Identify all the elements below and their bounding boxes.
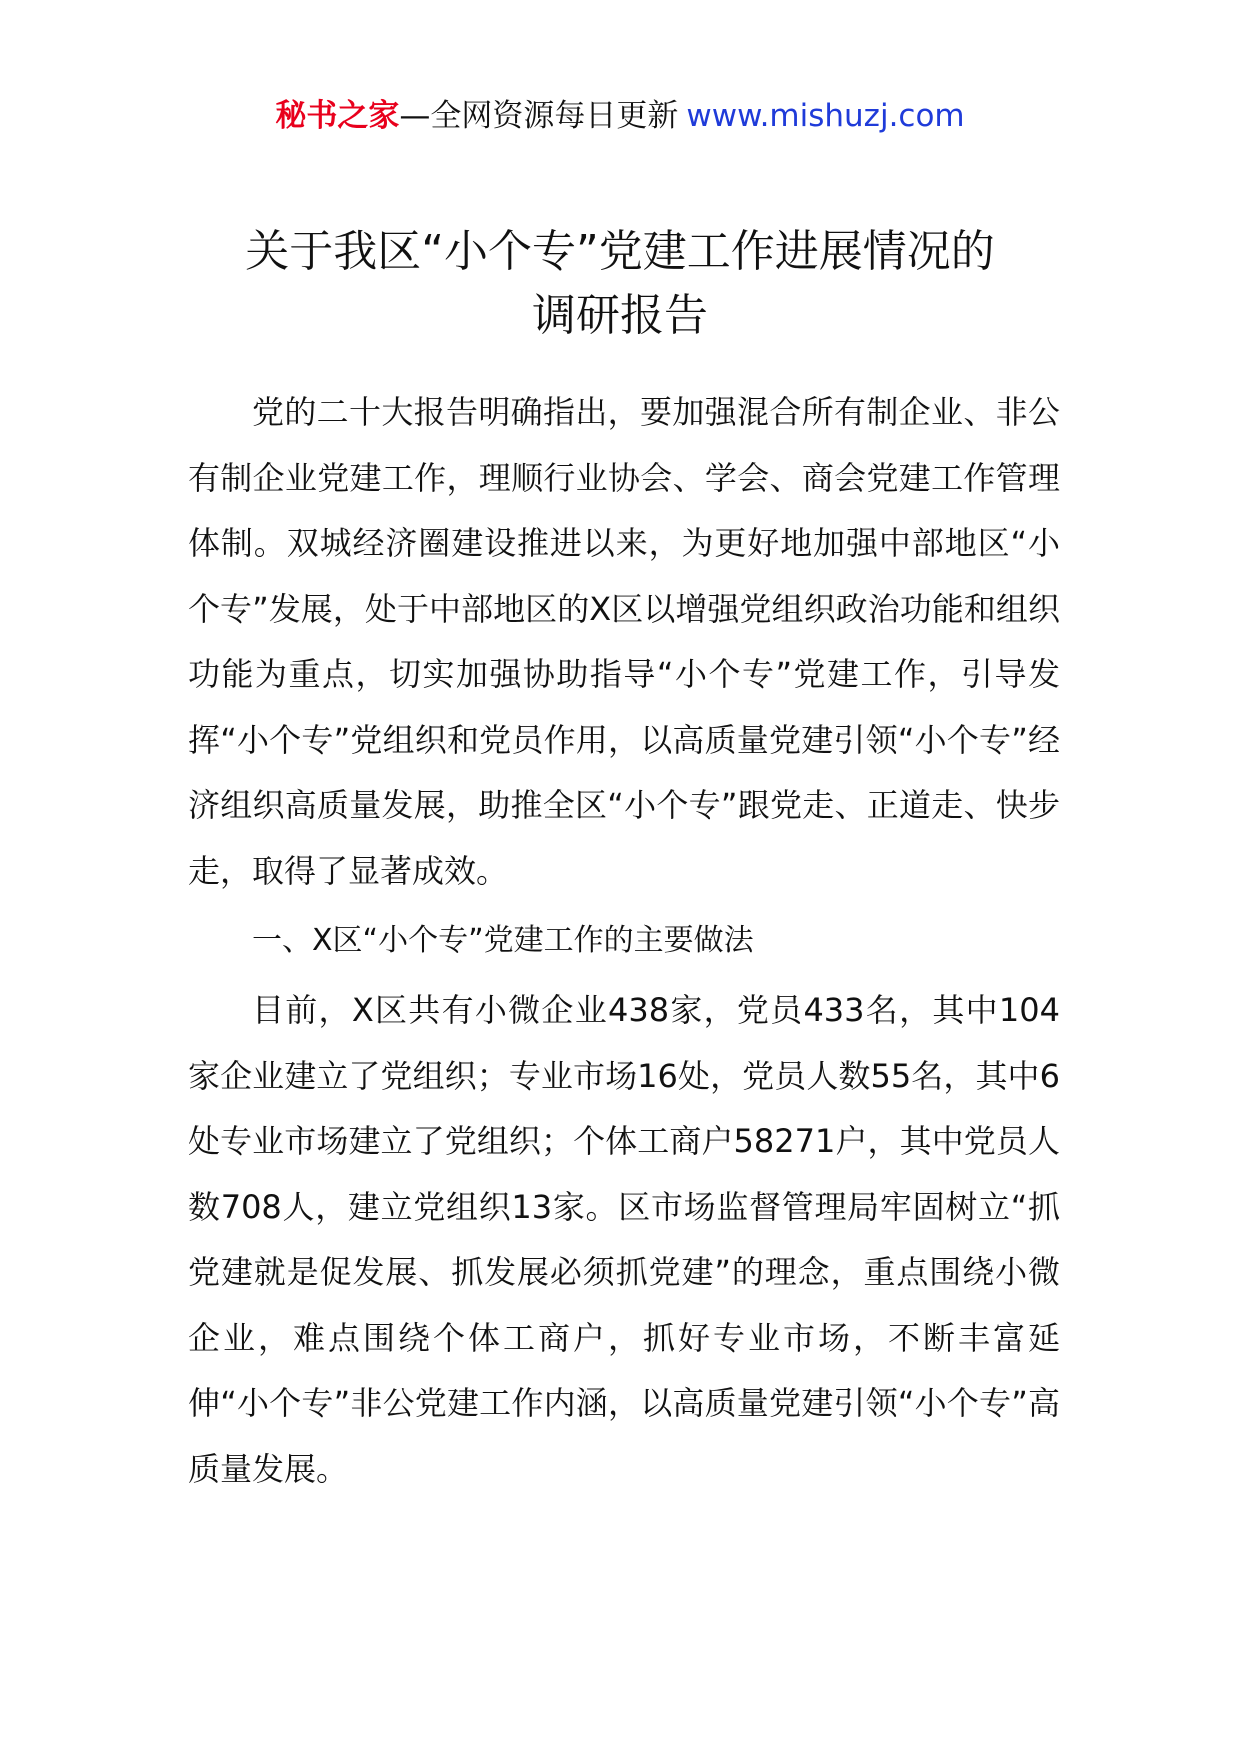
site-brand: 秘书之家 [275, 98, 400, 134]
paragraph-intro: 党的二十大报告明确指出，要加强混合所有制企业、非公有制企业党建工作，理顺行业协会、学会、商会党建工作管理体制。双城经济圈建设推进以来，为更好地加强中部地区“小个专”发展，处于中部地区的X区以增强党组织政治功能和组织功能为重点，切实加强协助指导“小个专”党建工作，引导发挥“小个专”党组织和党员作用，以高质量党建引领“小个专”经济组织高质量发展，助推全区“小个专”跟党走、正道走、快步走，取得了显著成效。 [188, 393, 1060, 890]
document-body [188, 380, 1060, 1502]
document-title-line-1: 关于我区“小个专”党建工作进展情况的 [245, 226, 995, 277]
document-title [150, 220, 1090, 348]
paragraph-statistics: 目前，X区共有小微企业438家，党员433名，其中104家企业建立了党组织；专业市场16处，党员人数55名，其中6处专业市场建立了党组织；个体工商户58271户，其中党员人数708人，建立党组织13家。区市场监督管理局牢固树立“抓党建就是促发展、抓发展必须抓党建”的理念，重点围绕小微企业，难点围绕个体工商户，抓好专业市场，不断丰富延伸“小个专”非公党建工作内涵，以高质量党建引领“小个专”高质量发展。 [188, 991, 1060, 1488]
section-heading-1: 一、X区“小个专”党建工作的主要做法 [252, 923, 754, 958]
site-header [0, 96, 1240, 136]
document-title-line-2: 调研报告 [532, 290, 708, 341]
site-url-link[interactable]: www.mishuzj.com [686, 98, 965, 134]
site-tagline: —全网资源每日更新 [399, 98, 679, 134]
